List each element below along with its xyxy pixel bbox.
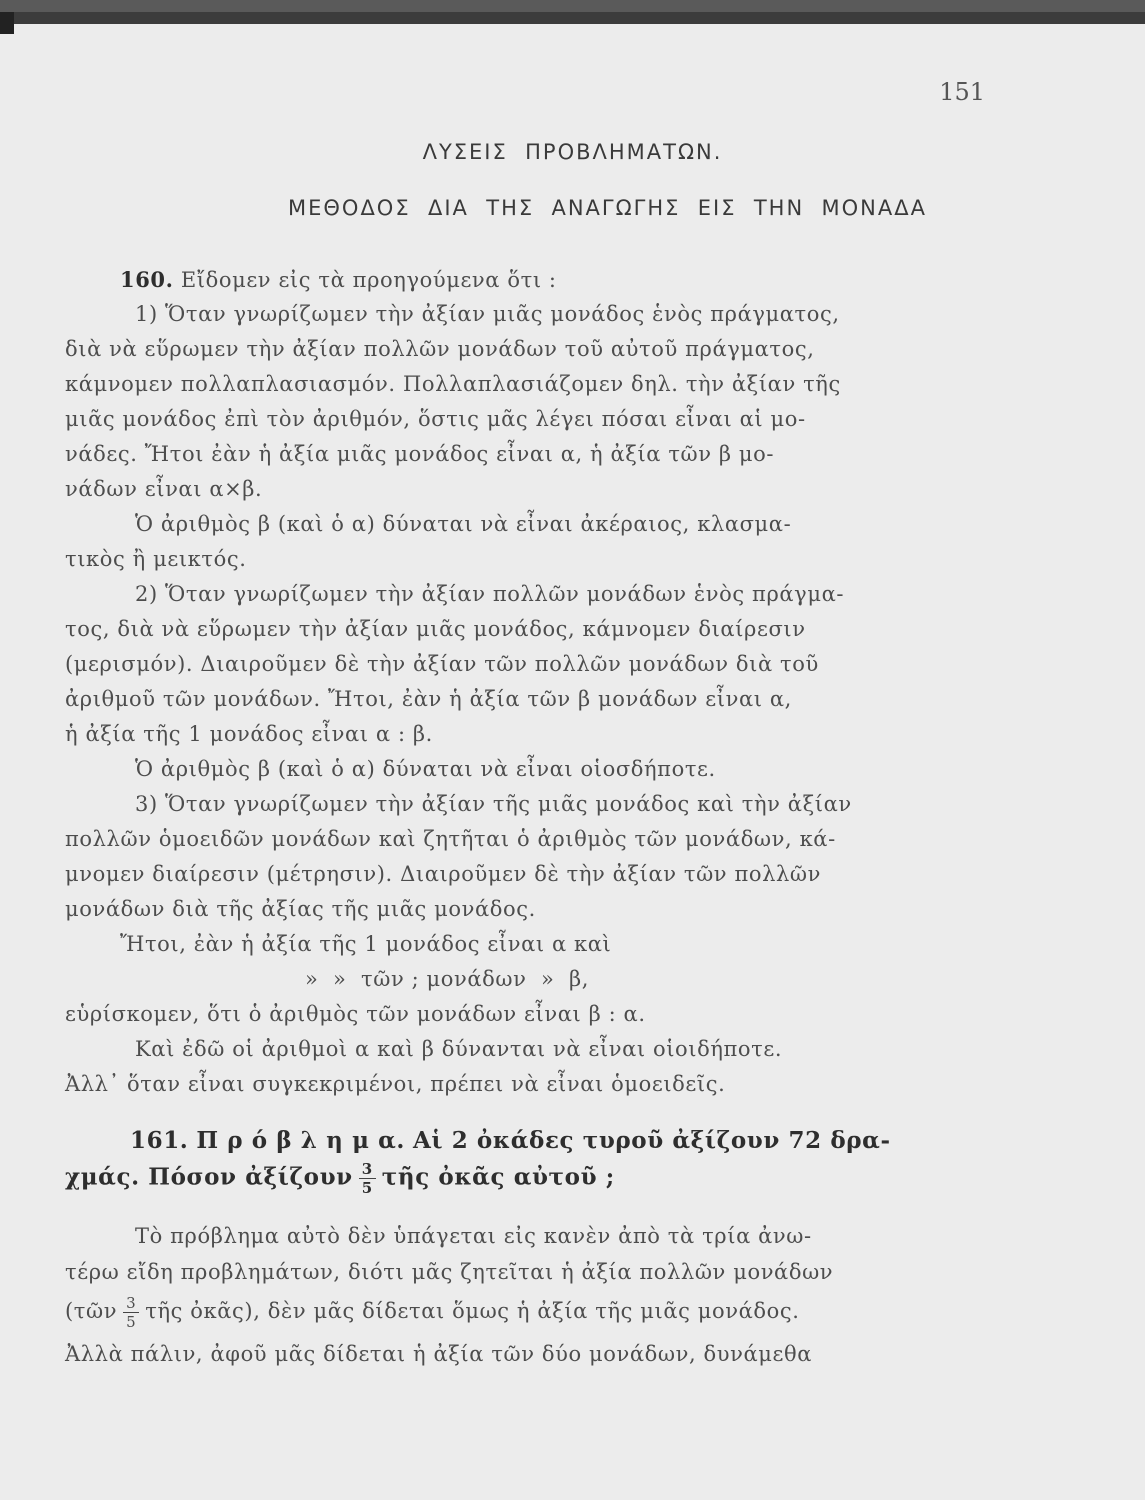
method-heading: ΜΕΘΟΔΟΣ ΔΙΑ ΤΗΣ ΑΝΑΓΩΓΗΣ ΕΙΣ ΤΗΝ ΜΟΝΑΔΑ xyxy=(288,196,927,220)
section-160-line-17: πολλῶν ὁμοειδῶν μονάδων καὶ ζητῆται ὁ ἀριθμὸς τῶν μονάδων, κά- xyxy=(65,827,836,851)
section-160-line-2: 1) Ὅταν γνωρίζωμεν τὴν ἀξίαν μιᾶς μονάδος ἑνὸς πράγματος, xyxy=(135,302,840,326)
section-160-line-15: Ὁ ἀριθμὸς β (καὶ ὁ α) δύναται νὰ εἶναι οἱοσδήποτε. xyxy=(135,757,716,781)
section-160-line-12: (μερισμόν). Διαιροῦμεν δὲ τὴν ἀξίαν τῶν πολλῶν μονάδων διὰ τοῦ xyxy=(65,652,819,676)
scan-edge-corner xyxy=(0,12,14,34)
solution-line-3a: (τῶν xyxy=(65,1299,118,1323)
section-160-line-7: νάδων εἶναι α×β. xyxy=(65,477,263,501)
fraction-numerator: 3 xyxy=(123,1294,139,1313)
page-number: 151 xyxy=(939,78,985,106)
section-160-line-21: » » τῶν ; μονάδων » β, xyxy=(305,967,590,991)
chapter-heading: ΛΥΣΕΙΣ ΠΡΟΒΛΗΜΑΤΩΝ. xyxy=(422,140,723,164)
problem-question-2a: χμάς. Πόσον ἀξίζουν xyxy=(65,1163,353,1191)
fraction-three-fifths-inline xyxy=(123,1294,139,1331)
problem-question-1: Αἱ 2 ὀκάδες τυροῦ ἀξίζουν 72 δρα- xyxy=(412,1127,891,1154)
book-page xyxy=(0,12,1145,1500)
section-160-line-18: μνομεν διαίρεσιν (μέτρησιν). Διαιροῦμεν δὲ τὴν ἀξίαν τῶν πολλῶν xyxy=(65,862,822,886)
problem-161-line-2 xyxy=(65,1160,615,1197)
solution-line-3 xyxy=(65,1294,800,1331)
section-160-line-23: Καὶ ἐδῶ οἱ ἀριθμοὶ α καὶ β δύνανται νὰ εἶναι οἱοιδήποτε. xyxy=(135,1037,783,1061)
fraction-numerator: 3 xyxy=(359,1160,376,1179)
section-160-line-9: τικὸς ἢ μεικτός. xyxy=(65,547,247,571)
section-160-line-6: νάδες. Ἤτοι ἐὰν ἡ ἀξία μιᾶς μονάδος εἶναι α, ἡ ἀξία τῶν β μο- xyxy=(65,442,775,466)
section-160-line-14: ἡ ἀξία τῆς 1 μονάδος εἶναι α : β. xyxy=(65,722,433,746)
section-160-line-16: 3) Ὅταν γνωρίζωμεν τὴν ἀξίαν τῆς μιᾶς μονάδος καὶ τὴν ἀξίαν xyxy=(135,792,852,816)
problem-question-2b: τῆς ὀκᾶς αὐτοῦ ; xyxy=(381,1163,615,1191)
problem-161-line-1 xyxy=(130,1127,891,1154)
scan-edge-top xyxy=(0,12,1145,24)
section-160-line-3: διὰ νὰ εὕρωμεν τὴν ἀξίαν πολλῶν μονάδων τοῦ αὐτοῦ πράγματος, xyxy=(65,337,815,361)
section-160-line-10: 2) Ὅταν γνωρίζωμεν τὴν ἀξίαν πολλῶν μονάδων ἑνὸς πράγμα- xyxy=(135,582,845,606)
solution-line-2: τέρω εἴδη προβλημάτων, διότι μᾶς ζητεῖται ἡ ἀξία πολλῶν μονάδων xyxy=(65,1260,834,1284)
problem-label: Π ρ ό β λ η μ α. xyxy=(196,1127,406,1154)
section-160-line-4: κάμνομεν πολλαπλασιασμόν. Πολλαπλασιάζομεν δηλ. τὴν ἀξίαν τῆς xyxy=(65,372,841,396)
section-160-line-19: μονάδων διὰ τῆς ἀξίας τῆς μιᾶς μονάδος. xyxy=(65,897,536,921)
section-160-line-1 xyxy=(120,267,557,292)
section-160-line-8: Ὁ ἀριθμὸς β (καὶ ὁ α) δύναται νὰ εἶναι ἀκέραιος, κλασμα- xyxy=(135,512,792,536)
section-160-intro: Εἴδομεν εἰς τὰ προηγούμενα ὅτι : xyxy=(180,268,557,292)
section-160-line-24: Ἀλλ᾽ ὅταν εἶναι συγκεκριμένοι, πρέπει νὰ εἶναι ὁμοειδεῖς. xyxy=(65,1072,726,1096)
solution-line-1: Τὸ πρόβλημα αὐτὸ δὲν ὑπάγεται εἰς κανὲν ἀπὸ τὰ τρία ἀνω- xyxy=(135,1224,812,1248)
solution-line-4: Ἀλλὰ πάλιν, ἀφοῦ μᾶς δίδεται ἡ ἀξία τῶν δύο μονάδων, δυνάμεθα xyxy=(65,1342,813,1366)
section-160-line-20: Ἤτοι, ἐὰν ἡ ἀξία τῆς 1 μονάδος εἶναι α καὶ xyxy=(120,932,612,956)
section-160-line-13: ἀριθμοῦ τῶν μονάδων. Ἤτοι, ἐὰν ἡ ἀξία τῶν β μονάδων εἶναι α, xyxy=(65,687,792,711)
section-161-number: 161. xyxy=(130,1127,189,1154)
section-160-line-11: τος, διὰ νὰ εὕρωμεν τὴν ἀξίαν μιᾶς μονάδος, κάμνομεν διαίρεσιν xyxy=(65,617,806,641)
section-160-line-22: εὑρίσκομεν, ὅτι ὁ ἀριθμὸς τῶν μονάδων εἶναι β : α. xyxy=(65,1002,646,1026)
fraction-denominator: 5 xyxy=(126,1313,137,1331)
solution-line-3b: τῆς ὀκᾶς), δὲν μᾶς δίδεται ὅμως ἡ ἀξία τῆς μιᾶς μονάδος. xyxy=(145,1299,800,1323)
section-160-number: 160. xyxy=(120,267,174,292)
fraction-three-fifths xyxy=(359,1160,376,1197)
fraction-denominator: 5 xyxy=(361,1179,373,1197)
section-160-line-5: μιᾶς μονάδος ἐπὶ τὸν ἀριθμόν, ὅστις μᾶς λέγει πόσαι εἶναι αἱ μο- xyxy=(65,407,806,431)
